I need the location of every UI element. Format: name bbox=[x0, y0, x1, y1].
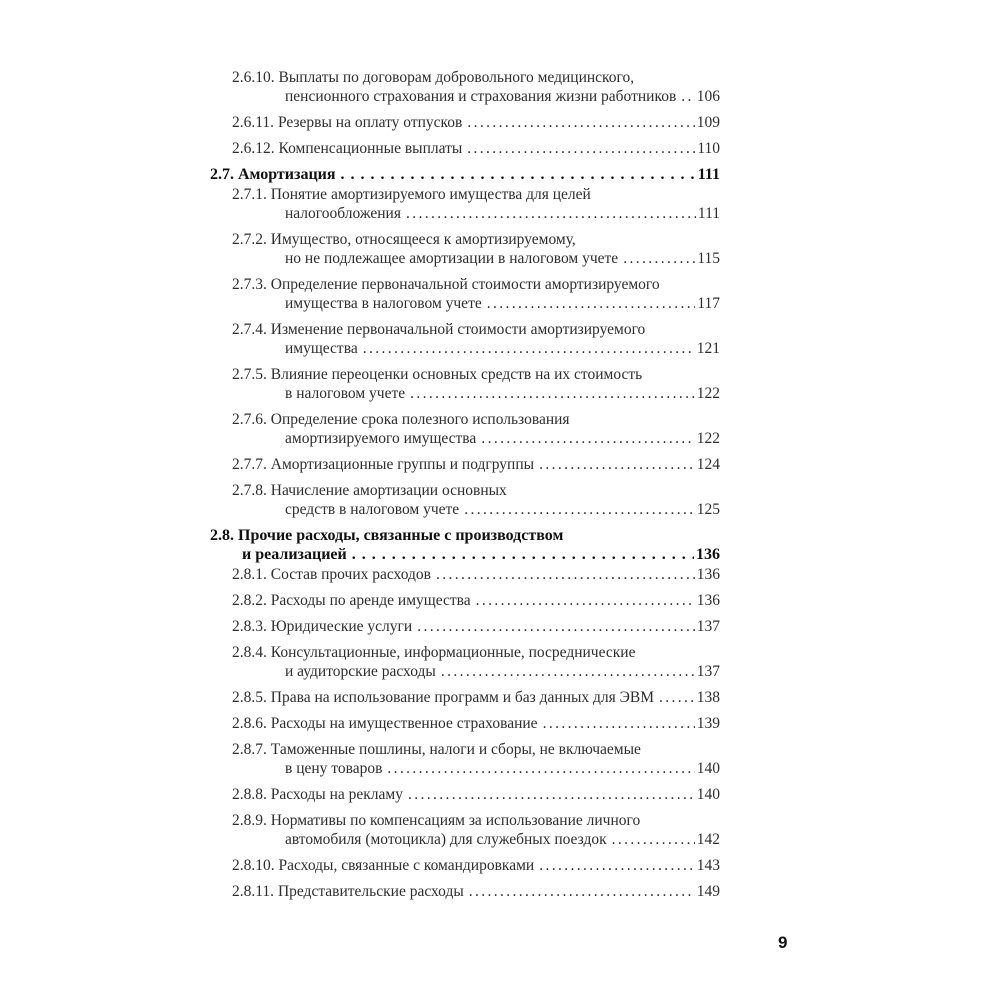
entry-title: Юридические услуги bbox=[270, 618, 413, 635]
entry-number: 2.8.7. bbox=[232, 741, 267, 758]
toc-line bbox=[232, 429, 720, 448]
toc-entry bbox=[210, 856, 720, 875]
entry-title: средств в налоговом учете bbox=[285, 501, 460, 518]
toc-entry bbox=[210, 591, 720, 610]
entry-page: 140 bbox=[696, 760, 720, 777]
entry-title: Выплаты по договорам добровольного медицинского, bbox=[278, 69, 635, 86]
entry-page: 136 bbox=[696, 566, 720, 583]
entry-title: Прочие расходы, связанные с производством bbox=[238, 527, 564, 544]
dot-leader bbox=[476, 591, 695, 610]
dot-leader bbox=[436, 565, 695, 584]
entry-number: 2.8.3. bbox=[232, 618, 267, 635]
dot-leader bbox=[612, 830, 695, 849]
toc-line bbox=[232, 384, 720, 403]
toc-line bbox=[232, 740, 720, 759]
toc-line bbox=[232, 785, 720, 804]
entry-page: 137 bbox=[696, 663, 720, 680]
entry-title: Права на использование программ и баз данных для ЭВМ bbox=[270, 689, 655, 706]
dot-leader bbox=[681, 87, 694, 106]
toc-entry bbox=[210, 410, 720, 448]
entry-title: Понятие амортизируемого имущества для целей bbox=[270, 186, 591, 203]
entry-number: 2.6.11. bbox=[232, 114, 275, 131]
toc-entry bbox=[210, 811, 720, 849]
toc-entry bbox=[210, 139, 720, 158]
dot-leader bbox=[417, 617, 695, 636]
entry-number: 2.7.4. bbox=[232, 321, 267, 338]
entry-title: Консультационные, информационные, посреднические bbox=[270, 644, 636, 661]
toc-entry bbox=[210, 643, 720, 681]
dot-leader bbox=[539, 455, 695, 474]
entry-number: 2.8. bbox=[210, 527, 234, 544]
entry-number: 2.8.8. bbox=[232, 786, 267, 803]
entry-number: 2.6.10. bbox=[232, 69, 275, 86]
entry-page: 117 bbox=[697, 295, 720, 312]
entry-number: 2.7.6. bbox=[232, 411, 267, 428]
toc-entry bbox=[210, 68, 720, 106]
toc-line bbox=[232, 410, 720, 429]
entry-title: Имущество, относящееся к амортизируемому, bbox=[270, 231, 576, 248]
entry-number: 2.7.2. bbox=[232, 231, 267, 248]
dot-leader bbox=[410, 384, 695, 403]
toc-entry bbox=[210, 785, 720, 804]
entry-title: Начисление амортизации основных bbox=[270, 482, 507, 499]
entry-page: 139 bbox=[696, 715, 720, 732]
entry-title: Расходы по аренде имущества bbox=[270, 592, 471, 609]
dot-leader bbox=[487, 294, 696, 313]
toc-line bbox=[232, 87, 720, 106]
dot-leader bbox=[467, 113, 694, 132]
dot-leader bbox=[387, 759, 694, 778]
entry-title: пенсионного страхования и страхования жизни работников bbox=[285, 88, 677, 105]
entry-page: 106 bbox=[696, 88, 720, 105]
dot-leader bbox=[623, 249, 695, 268]
entry-page: 137 bbox=[696, 618, 720, 635]
dot-leader bbox=[539, 856, 695, 875]
entry-page: 111 bbox=[697, 205, 720, 222]
toc-entry bbox=[210, 230, 720, 268]
dot-leader bbox=[363, 339, 695, 358]
entry-title: Нормативы по компенсациям за использование личного bbox=[270, 812, 641, 829]
entry-title: имущества в налоговом учете bbox=[285, 295, 482, 312]
toc-line bbox=[210, 526, 720, 545]
entry-title: Компенсационные выплаты bbox=[278, 140, 463, 157]
toc-entry bbox=[210, 481, 720, 519]
entry-page: 115 bbox=[697, 250, 720, 267]
toc-line bbox=[232, 714, 720, 733]
toc-line bbox=[210, 545, 720, 564]
toc-line bbox=[232, 830, 720, 849]
entry-title: Влияние переоценки основных средств на их стоимость bbox=[270, 366, 643, 383]
dot-leader bbox=[469, 882, 695, 901]
toc-section bbox=[210, 165, 720, 184]
entry-title: и реализацией bbox=[242, 546, 347, 563]
toc-line bbox=[210, 165, 720, 184]
toc-section bbox=[210, 526, 720, 564]
toc-entry bbox=[210, 714, 720, 733]
toc-line bbox=[232, 294, 720, 313]
toc-entry bbox=[210, 275, 720, 313]
entry-page: 136 bbox=[696, 592, 720, 609]
entry-page: 110 bbox=[697, 140, 720, 157]
entry-title: в налоговом учете bbox=[285, 385, 406, 402]
entry-title: Амортизация bbox=[238, 166, 336, 183]
entry-title: Расходы на рекламу bbox=[270, 786, 403, 803]
toc-line bbox=[232, 591, 720, 610]
entry-page: 124 bbox=[696, 456, 720, 473]
entry-title: Таможенные пошлины, налоги и сборы, не включаемые bbox=[270, 741, 641, 758]
dot-leader bbox=[543, 714, 695, 733]
toc-entry bbox=[210, 320, 720, 358]
toc-line bbox=[232, 339, 720, 358]
entry-title: Состав прочих расходов bbox=[270, 566, 431, 583]
entry-title: налогообложения bbox=[285, 205, 401, 222]
toc-entry bbox=[210, 740, 720, 778]
entry-title: амортизируемого имущества bbox=[285, 430, 477, 447]
toc-line bbox=[232, 68, 720, 87]
entry-number: 2.8.6. bbox=[232, 715, 267, 732]
dot-leader bbox=[441, 662, 695, 681]
entry-number: 2.8.2. bbox=[232, 592, 267, 609]
entry-title: Определение срока полезного использования bbox=[270, 411, 570, 428]
toc-line bbox=[232, 455, 720, 474]
dot-leader bbox=[467, 139, 695, 158]
entry-number: 2.8.11. bbox=[232, 883, 275, 900]
toc-entry bbox=[210, 185, 720, 223]
entry-number: 2.8.10. bbox=[232, 857, 275, 874]
toc-line bbox=[232, 856, 720, 875]
entry-title: имущества bbox=[285, 340, 358, 357]
toc-line bbox=[232, 617, 720, 636]
entry-page: 122 bbox=[696, 430, 720, 447]
toc-line bbox=[232, 275, 720, 294]
entry-title: Амортизационные группы и подгруппы bbox=[270, 456, 535, 473]
toc-entry bbox=[210, 617, 720, 636]
entry-number: 2.6.12. bbox=[232, 140, 275, 157]
entry-title: в цену товаров bbox=[285, 760, 383, 777]
entry-number: 2.8.4. bbox=[232, 644, 267, 661]
toc-line bbox=[232, 249, 720, 268]
page-number: 9 bbox=[778, 933, 788, 952]
entry-number: 2.7.8. bbox=[232, 482, 267, 499]
entry-number: 2.7.1. bbox=[232, 186, 267, 203]
toc-line bbox=[232, 882, 720, 901]
entry-title: Расходы, связанные с командировками bbox=[278, 857, 535, 874]
entry-title: Расходы на имущественное страхование bbox=[270, 715, 538, 732]
toc-line bbox=[232, 320, 720, 339]
entry-title: и аудиторские расходы bbox=[285, 663, 436, 680]
toc-line bbox=[232, 113, 720, 132]
toc-line bbox=[232, 662, 720, 681]
toc-line bbox=[232, 500, 720, 519]
entry-number: 2.8.5. bbox=[232, 689, 267, 706]
toc-line bbox=[232, 204, 720, 223]
toc-line bbox=[232, 643, 720, 662]
entry-page: 136 bbox=[696, 546, 720, 563]
toc-entry bbox=[210, 882, 720, 901]
entry-title: Определение первоначальной стоимости амортизируемого bbox=[270, 276, 660, 293]
toc-line bbox=[232, 185, 720, 204]
dot-leader bbox=[341, 165, 696, 184]
entry-number: 2.8.1. bbox=[232, 566, 267, 583]
entry-title: но не подлежащее амортизации в налоговом учете bbox=[285, 250, 619, 267]
toc-line bbox=[232, 230, 720, 249]
toc-line bbox=[232, 565, 720, 584]
toc-line bbox=[232, 811, 720, 830]
entry-page: 143 bbox=[696, 857, 720, 874]
entry-number: 2.7.3. bbox=[232, 276, 267, 293]
entry-number: 2.7.7. bbox=[232, 456, 267, 473]
toc-line bbox=[232, 759, 720, 778]
dot-leader bbox=[659, 688, 695, 707]
entry-page: 125 bbox=[696, 501, 720, 518]
toc-line bbox=[232, 688, 720, 707]
entry-page: 122 bbox=[696, 385, 720, 402]
dot-leader bbox=[464, 500, 695, 519]
dot-leader bbox=[481, 429, 694, 448]
entry-number: 2.7. bbox=[210, 166, 234, 183]
entry-title: автомобиля (мотоцикла) для служебных поездок bbox=[285, 831, 607, 848]
toc-line bbox=[232, 139, 720, 158]
entry-page: 138 bbox=[696, 689, 720, 706]
dot-leader bbox=[408, 785, 695, 804]
entry-page: 149 bbox=[696, 883, 720, 900]
dot-leader bbox=[352, 545, 694, 564]
entry-title: Представительские расходы bbox=[277, 883, 464, 900]
entry-number: 2.7.5. bbox=[232, 366, 267, 383]
entry-page: 142 bbox=[696, 831, 720, 848]
entry-page: 109 bbox=[696, 114, 720, 131]
toc-entry bbox=[210, 365, 720, 403]
toc-entry bbox=[210, 688, 720, 707]
entry-page: 121 bbox=[696, 340, 720, 357]
toc-entry bbox=[210, 565, 720, 584]
entry-title: Резервы на оплату отпусков bbox=[277, 114, 463, 131]
table-of-contents bbox=[210, 68, 720, 908]
toc-entry bbox=[210, 455, 720, 474]
entry-page: 140 bbox=[696, 786, 720, 803]
entry-number: 2.8.9. bbox=[232, 812, 267, 829]
toc-line bbox=[232, 481, 720, 500]
toc-entry bbox=[210, 113, 720, 132]
dot-leader bbox=[406, 204, 696, 223]
toc-line bbox=[232, 365, 720, 384]
entry-title: Изменение первоначальной стоимости амортизируемого bbox=[270, 321, 646, 338]
entry-page: 111 bbox=[697, 166, 720, 183]
